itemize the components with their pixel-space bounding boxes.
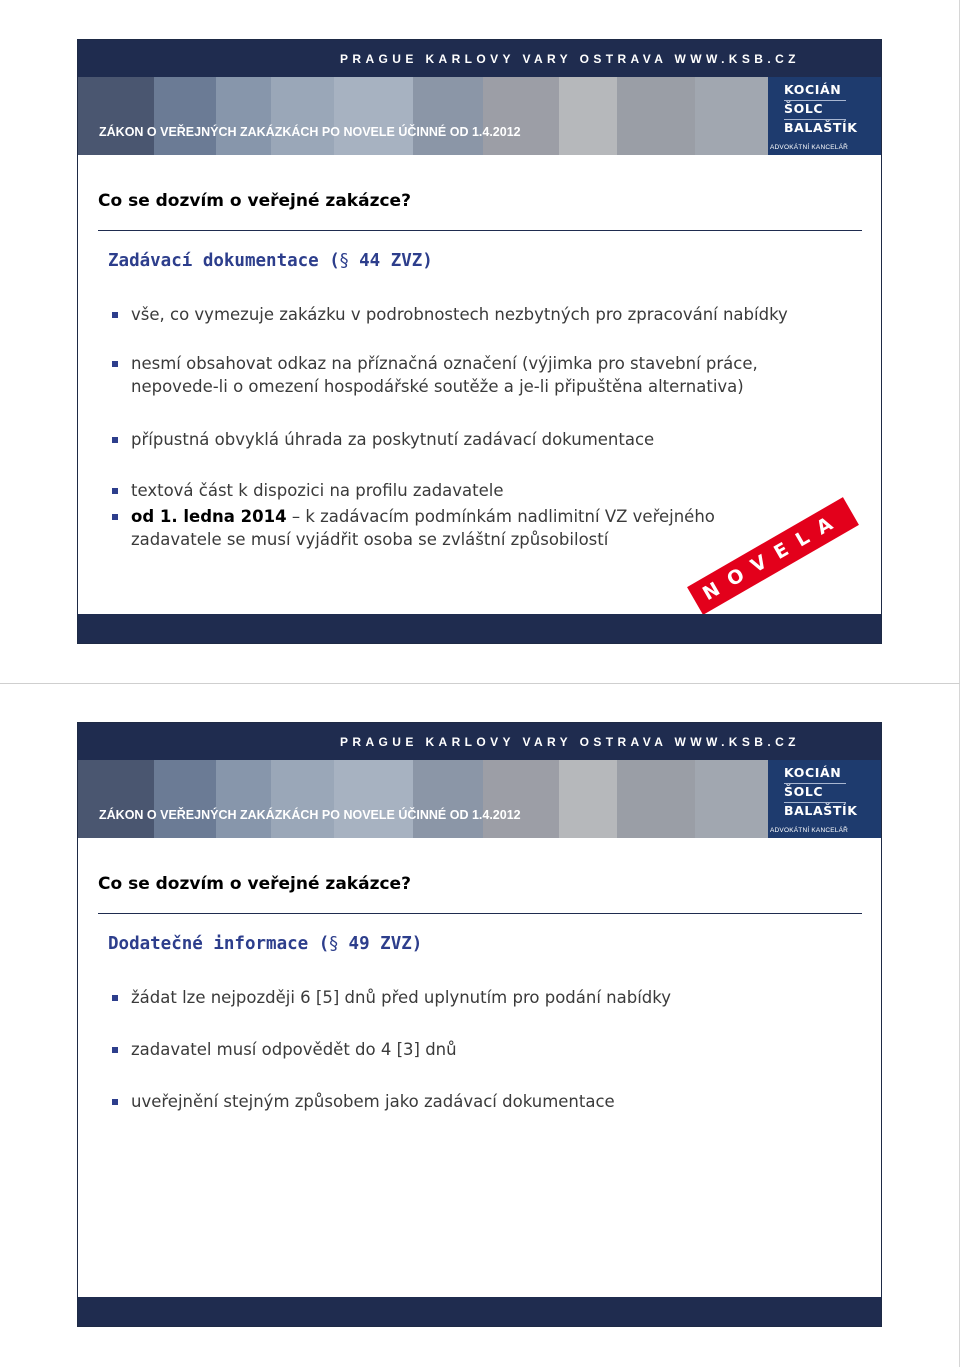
slide-1 [77,39,882,644]
bullet-text [131,505,715,528]
band-strip [413,77,483,155]
header-photo-band [78,760,882,838]
heading-text: Dodatečné informace ( [108,934,330,954]
logo-line-1: KOCIÁN [784,765,842,780]
slide-title: Co se dozvím o veřejné zakázce? [98,191,411,211]
bullet-icon [112,514,118,520]
band-strip [559,760,617,838]
band-strip [695,77,768,155]
band-strip [271,77,334,155]
band-strip [617,760,695,838]
slide-topbar [78,40,882,77]
band-strip [78,77,154,155]
logo-line-2: ŠOLC [784,784,824,799]
highlight-date: od 1. ledna 2014 [131,507,287,526]
offices-banner: PRAGUE KARLOVY VARY OSTRAVA WWW.KSB.CZ [340,735,800,749]
heading-text: Zadávací dokumentace ( [108,251,340,271]
slide-topbar [78,723,882,760]
bullet-text-cont: nepovede-li o omezení hospodářské soutěže a je-li připuštěna alternativa) [131,377,744,396]
band-strip [483,77,559,155]
band-strip [154,760,216,838]
bullet-text: vše, co vymezuje zakázku v podrobnostech nezbytných pro zpracování nabídky [131,305,788,324]
page-divider [0,683,960,684]
section-sign-icon: § [329,934,339,954]
bullet-rest: – k zadávacím podmínkám nadlimitní VZ veřejného [286,507,715,526]
firm-logo [768,760,882,838]
header-title: ZÁKON O VEŘEJNÝCH ZAKÁZKÁCH PO NOVELE ÚČINNÉ OD 1.4.2012 [99,808,521,822]
bullet-text: přípustná obvyklá úhrada za poskytnutí zadávací dokumentace [131,430,655,449]
firm-logo [768,77,882,155]
logo-line-2: ŠOLC [784,101,824,116]
bullet-icon [112,312,118,318]
band-strip [271,760,334,838]
logo-subtitle: ADVOKÁTNÍ KANCELÁŘ [770,827,849,834]
title-rule [98,913,862,914]
bullet-text: textová část k dispozici na profilu zadavatele [131,481,504,500]
slide-footer-bar [78,614,882,643]
section-heading [108,934,422,954]
bullet-icon [112,437,118,443]
offices-banner: PRAGUE KARLOVY VARY OSTRAVA WWW.KSB.CZ [340,52,800,66]
logo-line-1: KOCIÁN [784,82,842,97]
logo-line-3: BALAŠTÍK [784,803,858,818]
novela-stamp: NOVELA [687,497,859,615]
band-strip [483,760,559,838]
band-strip [78,760,154,838]
bullet-icon [112,995,118,1001]
band-strip [216,77,271,155]
logo-line-3: BALAŠTÍK [784,120,858,135]
slide-footer-bar [78,1297,882,1326]
bullet-icon [112,1099,118,1105]
header-photo-band [78,77,882,155]
bullet-text-cont: zadavatele se musí vyjádřit osoba se zvláštní způsobilostí [131,530,609,549]
heading-ref: 44 ZVZ) [348,251,433,271]
section-sign-icon: § [339,251,349,271]
bullet-text: nesmí obsahovat odkaz na příznačná označení (výjimka pro stavební práce, [131,354,758,373]
slide-2 [77,722,882,1327]
bullet-text: zadavatel musí odpovědět do 4 [3] dnů [131,1040,457,1059]
band-strip [695,760,768,838]
band-strip [617,77,695,155]
header-title: ZÁKON O VEŘEJNÝCH ZAKÁZKÁCH PO NOVELE ÚČINNÉ OD 1.4.2012 [99,125,521,139]
band-strip [216,760,271,838]
bullet-text: žádat lze nejpozději 6 [5] dnů před uplynutím pro podání nabídky [131,988,672,1007]
bullet-text: uveřejnění stejným způsobem jako zadávací dokumentace [131,1092,615,1111]
logo-subtitle: ADVOKÁTNÍ KANCELÁŘ [770,144,849,151]
band-strip [334,77,413,155]
bullet-icon [112,1047,118,1053]
title-rule [98,230,862,231]
slide-title: Co se dozvím o veřejné zakázce? [98,874,411,894]
band-strip [334,760,413,838]
band-strip [413,760,483,838]
band-strip [154,77,216,155]
bullet-icon [112,488,118,494]
heading-ref: 49 ZVZ) [338,934,423,954]
section-heading [108,251,433,271]
bullet-icon [112,361,118,367]
band-strip [559,77,617,155]
